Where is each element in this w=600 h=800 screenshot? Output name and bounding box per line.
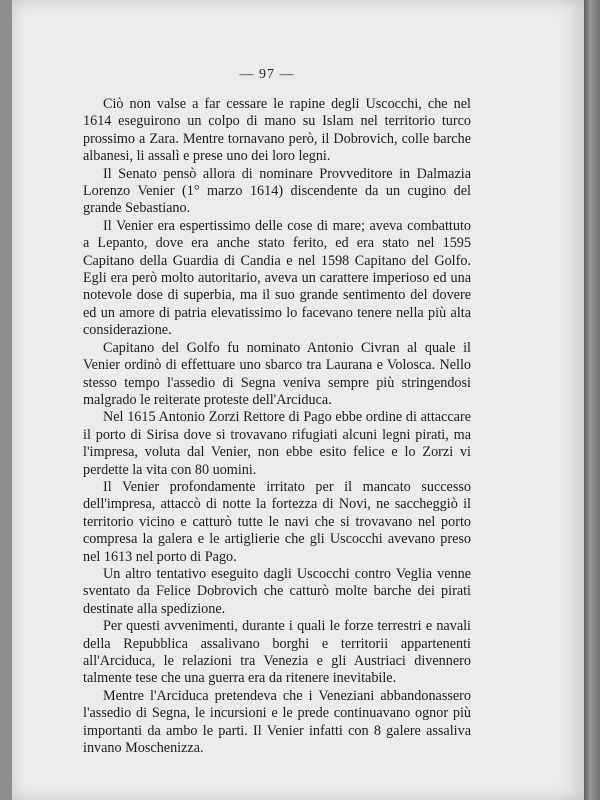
- paragraph: Il Venier profondamente irritato per il mancato successo dell'impresa, attaccò di notte la fortezza di Novi, ne saccheggiò il territorio vicino e catturò tutte le navi che si trovavano nel porto compresa la galera e le artiglierie che gli Uscocchi avevano preso nel 1613 nel porto di Pago.: [83, 478, 471, 565]
- paragraph: Un altro tentativo eseguito dagli Uscocchi contro Veglia venne sventato da Felice Dobrovich che catturò molte barche dei pirati destinate alla spedizione.: [83, 565, 471, 617]
- paragraph: Capitano del Golfo fu nominato Antonio Civran al quale il Venier ordinò di effettuare uno sbarco tra Laurana e Volosca. Nello stesso tempo l'assedio di Segna veniva sempre più stringendosi malgrado le reiterate proteste dell'Arciduca.: [83, 339, 471, 408]
- book-page: [12, 0, 584, 800]
- paragraph: Il Senato pensò allora di nominare Provveditore in Dalmazia Lorenzo Venier (1° marzo 1614) discendente da un cugino del grande Sebastiano.: [83, 165, 471, 217]
- body-text: [83, 96, 471, 757]
- paragraph: Nel 1615 Antonio Zorzi Rettore di Pago ebbe ordine di attaccare il porto di Sirisa dove si trovavano rifugiati alcuni legni pirati, ma l'impresa, voluta dal Venier, non ebbe esito felice e lo Zorzi vi perdette la vita con 80 uomini.: [83, 409, 471, 478]
- paragraph: Per questi avvenimenti, durante i quali le forze terrestri e navali della Repubblica assalivano borghi e territorii appartenenti all'Arciduca, le relazioni tra Venezia e gli Austriaci divennero talmente tese che una guerra era da ritenere inevitabile.: [83, 618, 471, 687]
- paragraph: Il Venier era espertissimo delle cose di mare; aveva combattuto a Lepanto, dove era anche stato ferito, ed era stato nel 1595 Capitano della Guardia di Candia e nel 1598 Capitano del Golfo. Egli era però molto autoritario, aveva un carattere imperioso ed una notevole dose di superbia, ma il suo grande sentimento del dovere ed un amore di patria elevatissimo lo facevano tenere nella più alta considerazione.: [83, 217, 471, 339]
- paragraph: Mentre l'Arciduca pretendeva che i Veneziani abbandonassero l'assedio di Segna, le incursioni e le prede continuavano ognor più importanti da ambo le parti. Il Venier infatti con 8 galere assaliva invano Moschenizza.: [83, 687, 471, 757]
- page-number: — 97 —: [239, 67, 295, 82]
- paragraph: Ciò non valse a far cessare le rapine degli Uscocchi, che nel 1614 eseguirono un colpo di mano su Islam nel territorio turco prossimo a Zara. Mentre tornavano però, il Dobrovich, colle barche albanesi, li assalì e prese uno dei loro legni.: [83, 96, 471, 165]
- page-edge-shadow: [584, 0, 600, 800]
